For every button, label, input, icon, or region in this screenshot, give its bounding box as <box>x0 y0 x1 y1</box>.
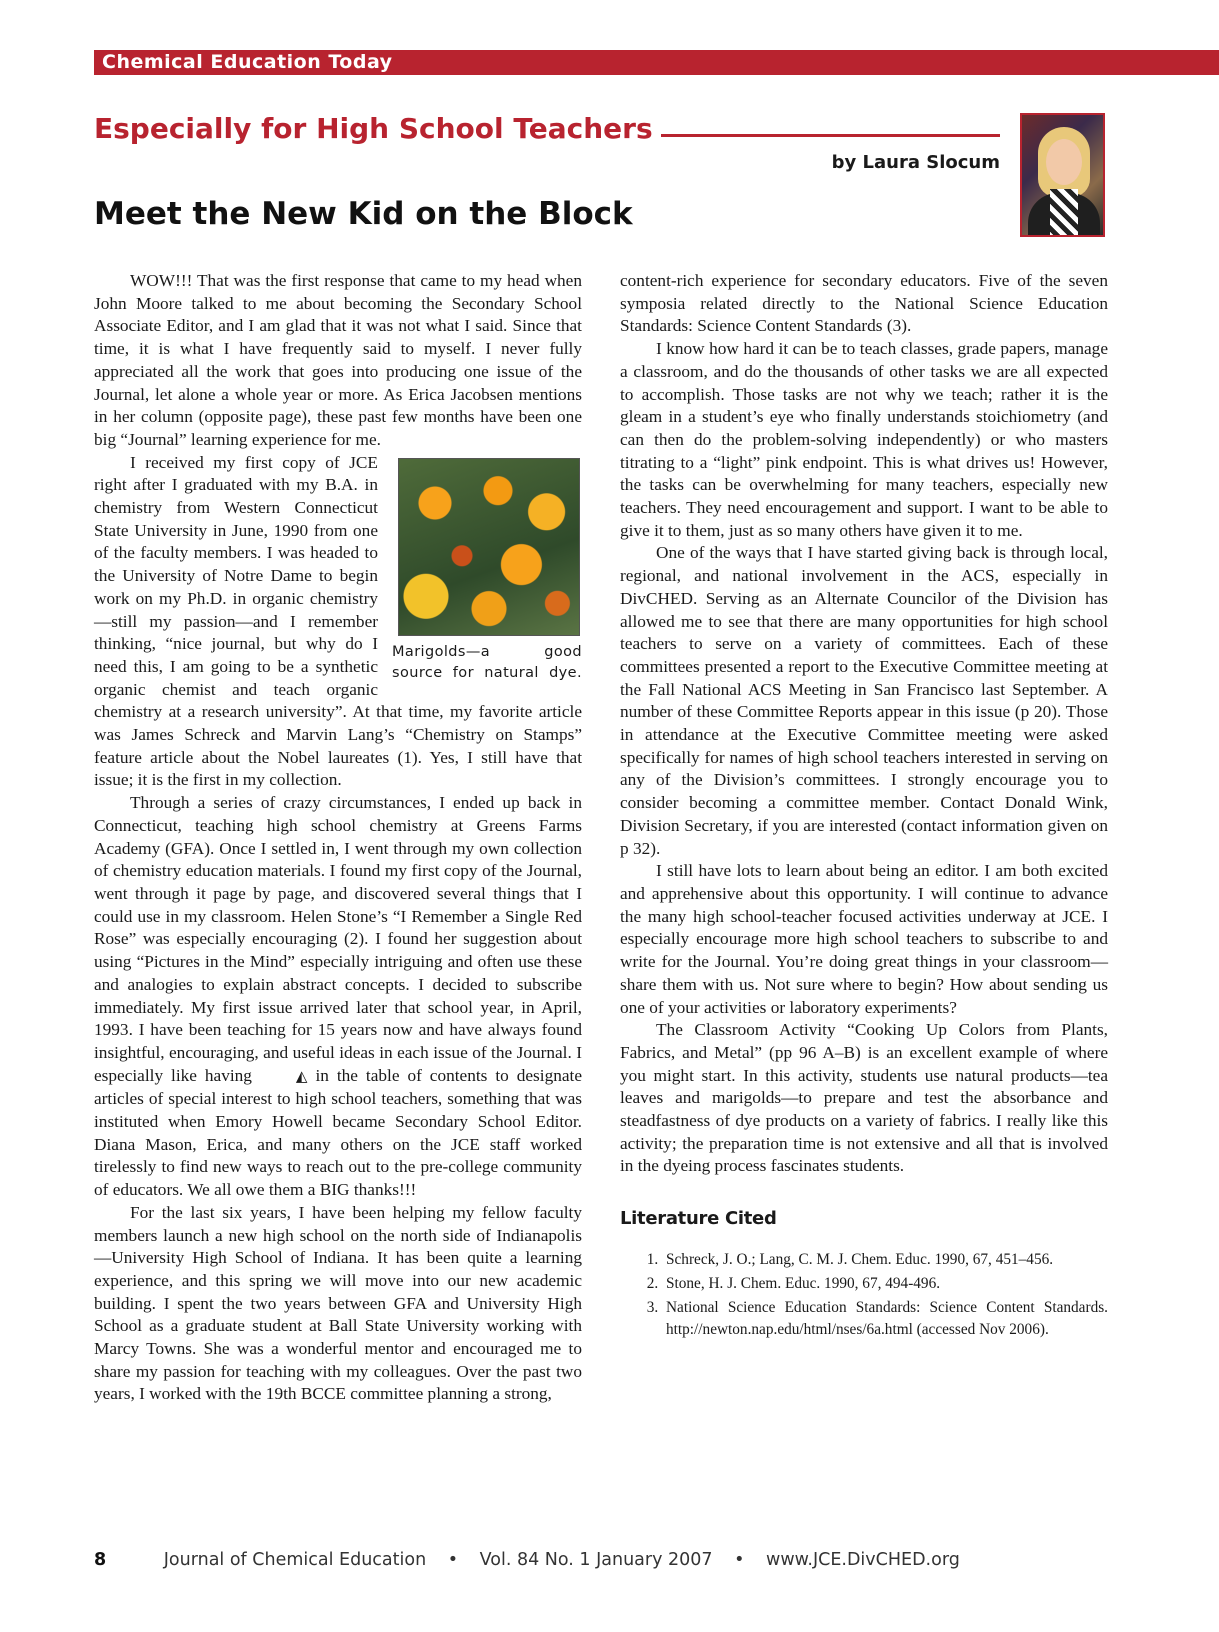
marigold-image <box>398 458 580 636</box>
separator: • <box>447 1550 459 1570</box>
paragraph: WOW!!! That was the first response that came to my head when John Moore talked to me about becoming the Secondary School Associate Editor, and I am glad that it was not what I said. Since that time, it is what I have frequently said to myself. I never fully appreciated all the work that goes into producing one issue of the Journal, let alone a whole year or more. As Erica Jacobsen mentions in her column (opposite page), these past few months have been one big “Journal” learning experience for me. <box>94 271 582 449</box>
reference-item: 2. Stone, H. J. Chem. Educ. 1990, 67, 494-496. <box>662 1273 1108 1295</box>
title-rule <box>661 134 1000 137</box>
article-headline: Meet the New Kid on the Block <box>94 196 633 232</box>
paragraph: I know how hard it can be to teach classes, grade papers, manage a classroom, and do the thousands of other tasks we are all expected to accomplish. Those tasks are not why we teach; rather it is the gleam in a student’s eye who finally understands stoichiometry (and can then do the problem-solving independently) or who masters titrating to a “light” pink endpoint. This is what drives us! However, the tasks can be overwhelming for many teachers, especially new teachers. They need encouragement and support. I want to be able to give it to them, just as so many others have given it to me. <box>620 339 1108 540</box>
paragraph: One of the ways that I have started giving back is through local, regional, and national involvement in the ACS, especially in DivCHED. Serving as an Alternate Councilor of the Division has allowed me to see that there are many opportunities for high school teachers to serve on a variety of committees. Each of these committees presented a report to the Executive Committee meeting at the Fall National ACS Meeting in San Francisco last September. A number of these Committee Reports appear in this issue (p 20). Those in attendance at the Executive Committee meeting were asked specifically for names of high school teachers interested in serving on any of the Division’s committees. I strongly encourage you to consider becoming a committee member. Contact Donald Wink, Division Secretary, if you are interested (contact information given on p 32). <box>620 543 1108 858</box>
issue-info: Vol. 84 No. 1 January 2007 <box>479 1550 713 1570</box>
author-photo <box>1020 113 1105 237</box>
figure-caption: Marigolds—a good source for natural dye. <box>392 643 582 681</box>
section-banner: Chemical Education Today <box>94 50 1219 75</box>
journal-url[interactable]: www.JCE.DivCHED.org <box>766 1550 960 1570</box>
high-school-icon: ◭ <box>295 1068 308 1085</box>
page-number: 8 <box>94 1550 107 1570</box>
paragraph: The Classroom Activity “Cooking Up Colors from Plants, Fabrics, and Metal” (pp 96 A–B) is an excellent example of where you might start. In this activity, students use natural products—tea leaves and marigolds—to prepare and test the absorbance and steadfastness of dye products on a variety of fabrics. I really like this activity; the preparation time is not extensive and all that is involved in the dyeing process fascinates students. <box>620 1020 1108 1176</box>
paragraph: I received my first copy of JCE right after I graduated with my B.A. in chemistry from Western Connecticut State University in June, 1990 from one of the faculty members. I was headed to the University of Notre Dame to begin work on my Ph.D. in organic chemistry—still my passion—and I remember thinking, “nice journal, but why do I need this, I am going to be a synthetic organic chemist and teach organic chemistry at a research university”. At that time, my favorite article was James Schreck and Marvin Lang’s “Chemistry on Stamps” feature article about the Nobel laureates (1). Yes, I still have that issue; it is the first in my collection. <box>94 452 582 790</box>
journal-name: Journal of Chemical Education <box>163 1550 427 1570</box>
paragraph-text: in the table of contents to designate articles of special interest to high school teachers, something that was instituted when Emory Howell became Secondary School Editor. Diana Mason, Erica, and many others on the JCE staff worked tirelessly to find new ways to reach out to the pre-college community of educators. We all owe them a BIG thanks!!! <box>94 1065 583 1200</box>
marigold-figure <box>392 458 582 684</box>
literature-heading: Literature Cited <box>620 1208 777 1230</box>
section-title: Especially for High School Teachers <box>94 112 653 145</box>
paragraph-text: Through a series of crazy circumstances, I ended up back in Connecticut, teaching high school chemistry at Greens Farms Academy (GFA). Once I settled in, I went through my own collection of chemistry education materials. I found my first copy of the Journal, went through it page by page, and discovered several things that I could use in my classroom. Helen Stone’s “I Remember a Single Red Rose” was especially encouraging (2). I found her suggestion about using “Pictures in the Mind” especially intriguing and often use these and analogies to explain abstract concepts. I decided to subscribe immediately. My first issue arrived later that school year, in April, 1993. I have been teaching for 15 years now and have always found insightful, encouraging, and useful ideas in each issue of the Journal. I especially like having <box>94 793 582 1085</box>
page-footer <box>94 1550 1194 1570</box>
reference-list <box>620 1249 1108 1341</box>
reference-item: 3. National Science Education Standards: Science Content Standards. http://newton.nap.edu/html/nses/6a.html (accessed Nov 2006). <box>662 1297 1108 1341</box>
separator: • <box>734 1550 745 1570</box>
right-column <box>620 270 1108 1343</box>
reference-item: 1. Schreck, J. O.; Lang, C. M. J. Chem. Educ. 1990, 67, 451–456. <box>662 1249 1108 1271</box>
author-byline: by Laura Slocum <box>831 152 1000 173</box>
paragraph: For the last six years, I have been helping my fellow faculty members launch a new high school on the north side of Indianapolis—University High School of Indiana. It has been quite a learning experience, and this spring we will move into our new academic building. I spent the two years between GFA and University High School as a graduate student at Ball State University working with Marcy Towns. She was a wonderful mentor and encouraged me to share my passion for teaching with my colleagues. Over the past two years, I worked with the 19th BCCE committee planning a strong, <box>94 1202 582 1404</box>
paragraph <box>94 792 582 1202</box>
paragraph: content-rich experience for secondary educators. Five of the seven symposia related directly to the National Science Education Standards: Science Content Standards (3). <box>620 271 1108 336</box>
paragraph: I still have lots to learn about being an editor. I am both excited and apprehensive about this opportunity. I will continue to advance the many high school-teacher focused activities underway at JCE. I especially encourage more high school teachers to subscribe to and write for the Journal. You’re doing great things in your classroom—share them with us. Not sure where to begin? How about sending us one of your activities or laboratory experiments? <box>620 861 1108 1017</box>
left-column <box>94 270 582 1406</box>
